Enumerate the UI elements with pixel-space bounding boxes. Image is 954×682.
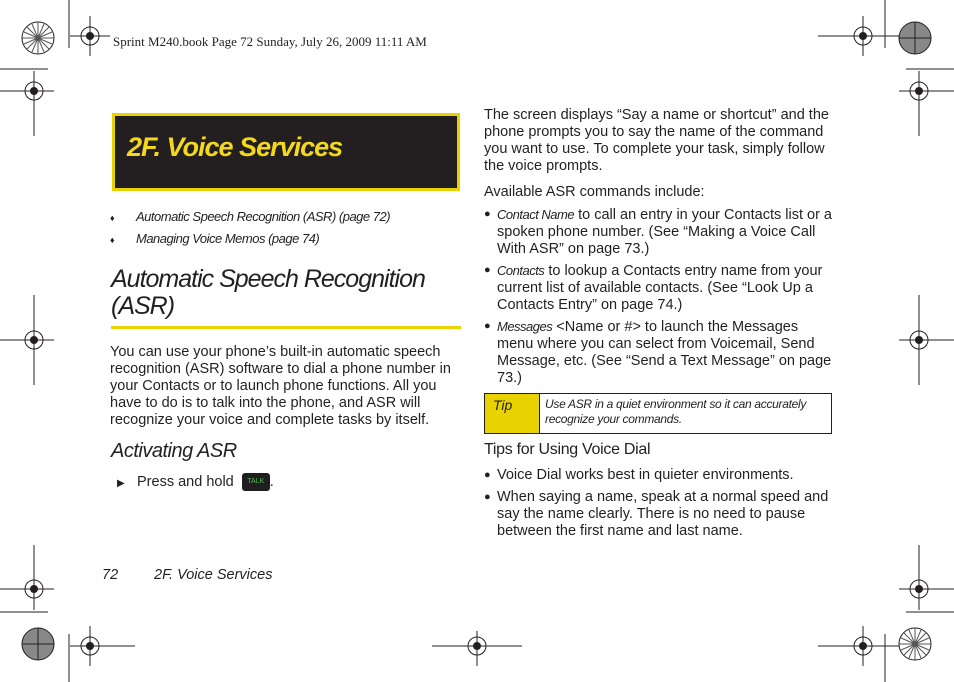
subsection-title: Activating ASR [111, 440, 237, 462]
step-text: Press and hold [137, 473, 234, 490]
tip-text: Use ASR in a quiet environment so it can accurately recognize your commands. [545, 397, 807, 426]
toc-item [110, 209, 390, 224]
chapter-banner [112, 113, 460, 191]
section-title: Automatic Speech Recognition (ASR) [111, 265, 425, 320]
command-term: Messages [497, 319, 553, 334]
diamond-bullet-icon: ♦ [110, 213, 115, 223]
intro-paragraph: You can use your phone’s built-in automatic speech recognition (ASR) software to dial a phone number in your Contacts or to launch phone functions. All you have to do is to talk into the phone, and ASR will recognize your voice and complete tasks by itself. [110, 344, 451, 428]
tip-label: Tip [485, 394, 540, 433]
command-item [484, 318, 834, 387]
toc-item-label: Automatic Speech Recognition (ASR) (page 72) [136, 209, 391, 224]
tip-item [484, 467, 834, 484]
toc-item-label: Managing Voice Memos (page 74) [136, 231, 320, 246]
tips-heading: Tips for Using Voice Dial [484, 441, 651, 458]
arrow-bullet-icon: ▶ [117, 477, 125, 489]
chapter-title: 2F. Voice Services [127, 132, 343, 162]
footer-section: 2F. Voice Services [154, 567, 273, 583]
round-bullet-icon: ● [484, 320, 491, 332]
book-header: Sprint M240.book Page 72 Sunday, July 26, 2009 11:11 AM [113, 34, 427, 49]
command-term: Contact Name [497, 207, 575, 222]
tip-item-text: When saying a name, speak at a normal speed and say the name clearly. There is no need to pause between the first name and last name. [497, 489, 829, 539]
screen-paragraph: The screen displays “Say a name or shortcut” and the phone prompts you to say the name of the command you want to use. To complete your task, simply follow the voice prompts. [484, 107, 829, 174]
commands-intro: Available ASR commands include: [484, 184, 705, 200]
step-item [117, 473, 274, 491]
round-bullet-icon: ● [484, 491, 491, 503]
command-item [484, 262, 834, 314]
command-term: Contacts [497, 263, 545, 278]
command-desc: <Name or #> to launch the Messages menu where you can select from Voicemail, Send Message, etc. (See “Send a Text Message” on page 73.) [497, 319, 832, 386]
page-number: 72 [102, 567, 119, 583]
tip-item-text: Voice Dial works best in quieter environments. [497, 467, 794, 483]
command-item [484, 206, 834, 258]
step-end: . [269, 473, 274, 490]
round-bullet-icon: ● [484, 264, 491, 276]
diamond-bullet-icon: ♦ [110, 235, 115, 245]
talk-key-icon: TALK [242, 473, 270, 491]
round-bullet-icon: ● [484, 208, 491, 220]
command-desc: to call an entry in your Contacts list or a spoken phone number. (See “Making a Voice Call With ASR” on page 73.) [497, 207, 832, 257]
command-desc: to lookup a Contacts entry name from your current list of available contacts. (See “Look Up a Contacts Entry” on page 74.) [497, 263, 823, 313]
section-rule [111, 326, 461, 329]
round-bullet-icon: ● [484, 469, 491, 481]
tip-box [484, 393, 832, 434]
tip-item [484, 489, 834, 540]
toc-item [110, 231, 319, 246]
